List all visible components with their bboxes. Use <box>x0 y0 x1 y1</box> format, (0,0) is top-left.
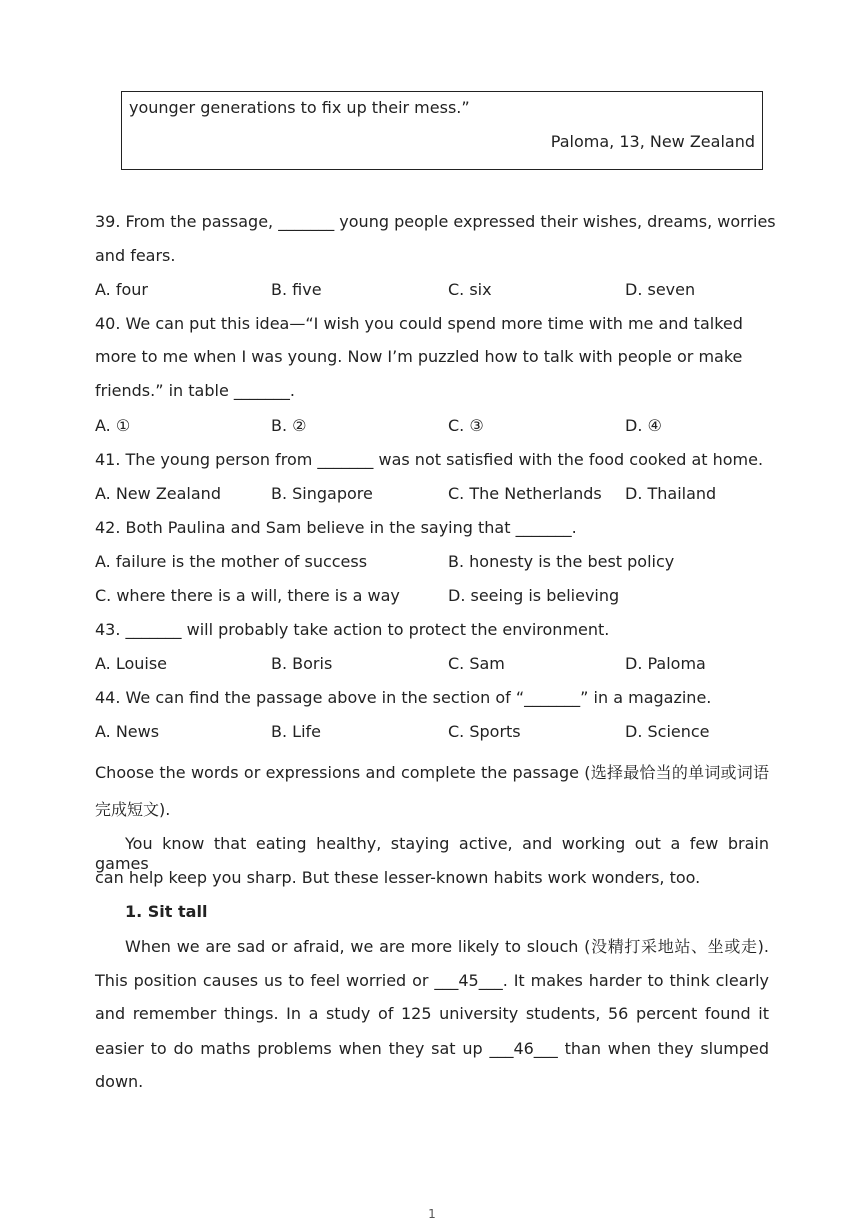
option-44-d: D. Science <box>625 722 710 741</box>
page-number: 1 <box>428 1207 436 1221</box>
option-40-d: D. ④ <box>625 416 662 435</box>
option-39-d: D. seven <box>625 280 696 299</box>
question-41-line-1: 41. The young person from _______ was not satisfied with the food cooked at home. <box>95 450 764 469</box>
option-40-a: A. ① <box>95 416 131 435</box>
option-42-a: A. failure is the mother of success <box>95 552 368 571</box>
option-41-c: C. The Netherlands <box>448 484 602 503</box>
passage-p1-line-5: down. <box>95 1072 144 1091</box>
option-39-c: C. six <box>448 280 492 299</box>
option-42-c: C. where there is a will, there is a way <box>95 586 400 605</box>
passage-intro-line-1: You know that eating healthy, staying active, and working out a few brain games <box>95 834 769 873</box>
option-44-c: C. Sports <box>448 722 521 741</box>
passage-intro-line-2: can help keep you sharp. But these lesser-known habits work wonders, too. <box>95 868 701 887</box>
option-41-a: A. New Zealand <box>95 484 221 503</box>
option-39-b: B. five <box>271 280 322 299</box>
question-40-line-2: more to me when I was young. Now I’m puzzled how to talk with people or make <box>95 347 743 366</box>
quote-author: Paloma, 13, New Zealand <box>550 132 755 151</box>
option-40-c: C. ③ <box>448 416 484 435</box>
option-43-b: B. Boris <box>271 654 333 673</box>
passage-p1-line-2: This position causes us to feel worried or ___45___. It makes harder to think clearly <box>95 971 769 990</box>
passage-p1-line-4: easier to do maths problems when they sat up ___46___ than when they slumped <box>95 1039 769 1058</box>
option-43-a: A. Louise <box>95 654 168 673</box>
option-44-b: B. Life <box>271 722 321 741</box>
question-39-line-1: 39. From the passage, _______ young people expressed their wishes, dreams, worries <box>95 212 776 231</box>
quote-box <box>121 91 763 170</box>
option-41-d: D. Thailand <box>625 484 717 503</box>
question-43-line-1: 43. _______ will probably take action to protect the environment. <box>95 620 610 639</box>
passage-p1-line-1: When we are sad or afraid, we are more likely to slouch (没精打采地站、坐或走). <box>125 937 769 956</box>
question-42-line-1: 42. Both Paulina and Sam believe in the saying that _______. <box>95 518 577 537</box>
instruction-line-2: 完成短文). <box>95 800 171 819</box>
option-44-a: A. News <box>95 722 160 741</box>
question-40-line-1: 40. We can put this idea—“I wish you could spend more time with me and talked <box>95 314 743 333</box>
option-43-c: C. Sam <box>448 654 505 673</box>
option-39-a: A. four <box>95 280 148 299</box>
question-40-line-3: friends.” in table _______. <box>95 381 295 400</box>
option-41-b: B. Singapore <box>271 484 373 503</box>
passage-p1-line-3: and remember things. In a study of 125 university students, 56 percent found it <box>95 1004 769 1023</box>
option-40-b: B. ② <box>271 416 307 435</box>
question-39-line-2: and fears. <box>95 246 176 265</box>
question-44-line-1: 44. We can find the passage above in the section of “_______” in a magazine. <box>95 688 712 707</box>
option-43-d: D. Paloma <box>625 654 706 673</box>
passage-heading: 1. Sit tall <box>125 902 208 921</box>
quote-text: younger generations to fix up their mess.” <box>129 98 470 117</box>
option-42-b: B. honesty is the best policy <box>448 552 675 571</box>
instruction-line-1: Choose the words or expressions and complete the passage (选择最恰当的单词或词语 <box>95 763 769 782</box>
option-42-d: D. seeing is believing <box>448 586 620 605</box>
